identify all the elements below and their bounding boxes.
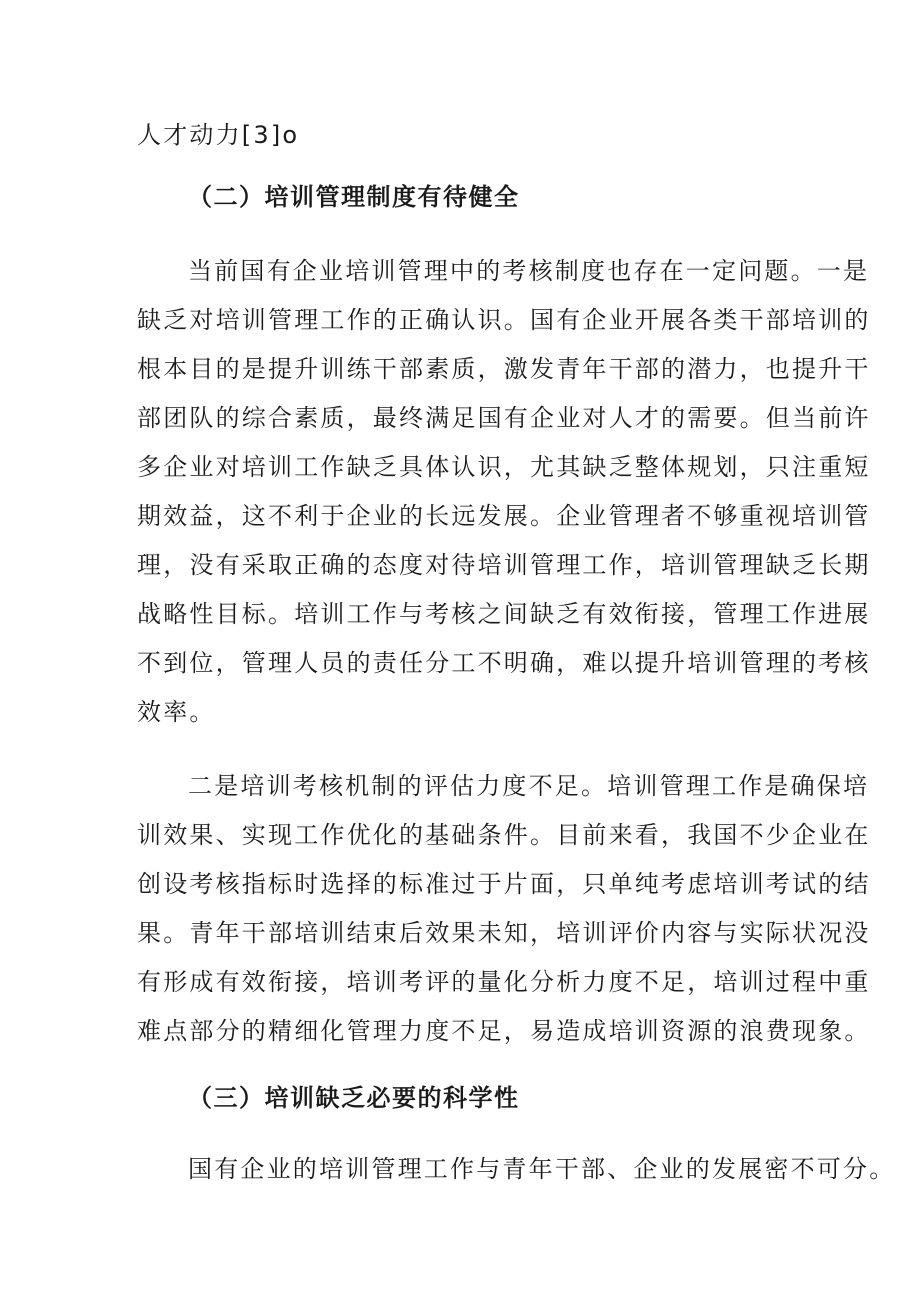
section-heading: （三）培训缺乏必要的科学性: [188, 1084, 520, 1112]
paragraph-line: 果。青年干部培训结束后效果未知，培训评价内容与实际状况没: [137, 919, 871, 947]
paragraph-line: 有形成有效衔接，培训考评的量化分析力度不足，培训过程中重: [137, 968, 871, 996]
section-heading: （二）培训管理制度有待健全: [188, 183, 520, 211]
paragraph-line: 缺乏对培训管理工作的正确认识。国有企业开展各类干部培训的: [137, 306, 871, 334]
paragraph-line: 理，没有采取正确的态度对待培训管理工作，培训管理缺乏长期: [137, 551, 871, 579]
paragraph-line: 国有企业的培训管理工作与青年干部、企业的发展密不可分。: [188, 1155, 896, 1183]
paragraph-line: 期效益，这不利于企业的长远发展。企业管理者不够重视培训管: [137, 502, 871, 530]
paragraph-line: 难点部分的精细化管理力度不足，易造成培训资源的浪费现象。: [137, 1017, 871, 1045]
paragraph-line: 效率。: [137, 698, 216, 726]
paragraph-line: 二是培训考核机制的评估力度不足。培训管理工作是确保培: [188, 772, 870, 800]
paragraph-line: 多企业对培训工作缺乏具体认识，尤其缺乏整体规划，只注重短: [137, 453, 871, 481]
paragraph-line: 不到位，管理人员的责任分工不明确，难以提升培训管理的考核: [137, 649, 871, 677]
paragraph-line: 战略性目标。培训工作与考核之间缺乏有效衔接，管理工作进展: [137, 600, 871, 628]
paragraph-line: 当前国有企业培训管理中的考核制度也存在一定问题。一是: [188, 257, 870, 285]
paragraph-line: 训效果、实现工作优化的基础条件。目前来看，我国不少企业在: [137, 821, 871, 849]
paragraph-line: 部团队的综合素质，最终满足国有企业对人才的需要。但当前许: [137, 404, 871, 432]
paragraph-line: 人才动力[3]o: [137, 121, 300, 149]
paragraph-line: 根本目的是提升训练干部素质，激发青年干部的潜力，也提升干: [137, 355, 871, 383]
paragraph-line: 创设考核指标时选择的标准过于片面，只单纯考虑培训考试的结: [137, 870, 871, 898]
